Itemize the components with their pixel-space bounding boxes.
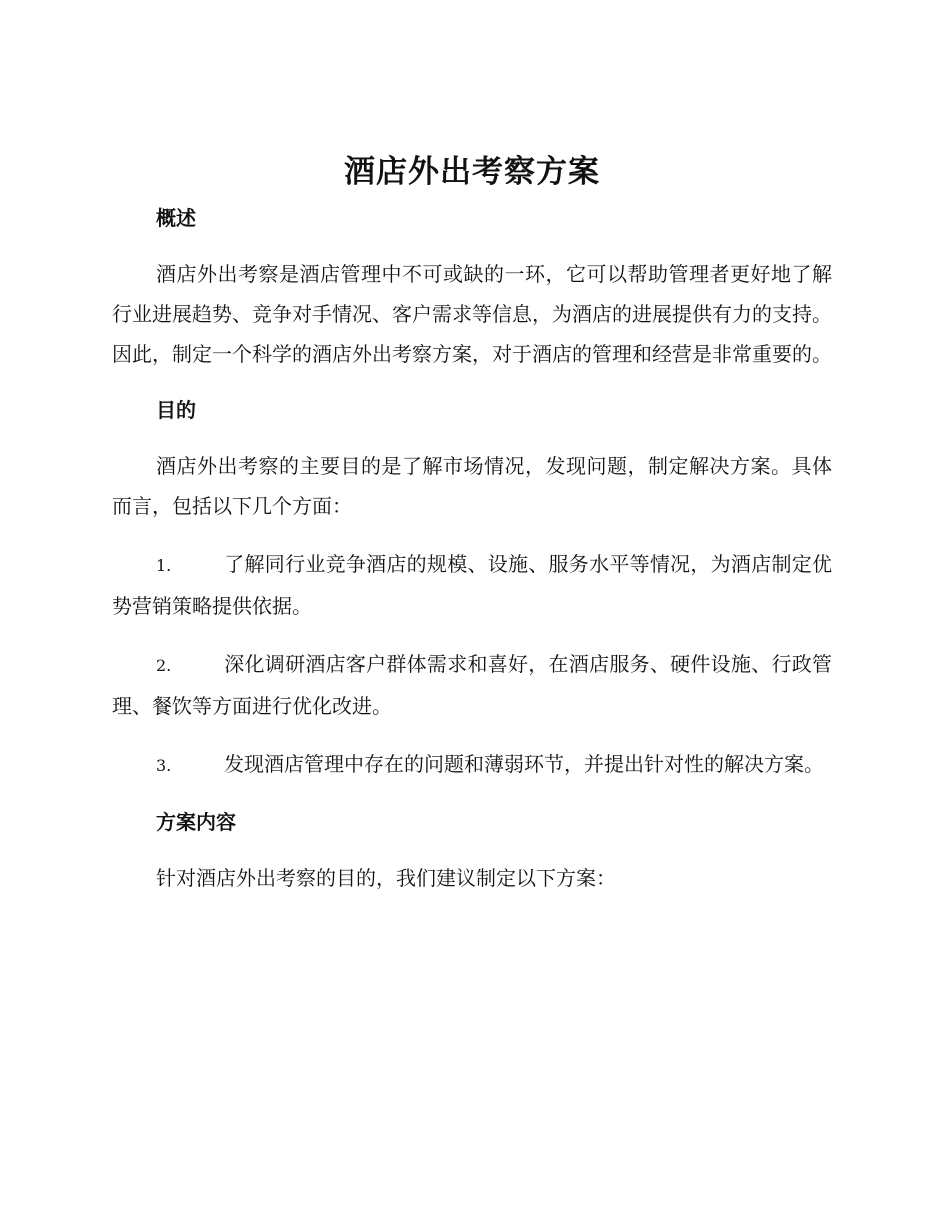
paragraph: 针对酒店外出考察的目的，我们建议制定以下方案： xyxy=(156,866,616,890)
list-number: 1. xyxy=(156,556,172,575)
section-overview xyxy=(112,204,832,374)
list-item-text: 发现酒店管理中存在的问题和薄弱环节，并提出针对性的解决方案。 xyxy=(224,752,824,776)
list-item xyxy=(112,644,832,726)
list-item xyxy=(112,744,832,786)
section-plan-content xyxy=(112,808,832,898)
list-number: 3. xyxy=(156,756,172,775)
paragraph: 酒店外出考察的主要目的是了解市场情况，发现问题，制定解决方案。具体而言，包括以下几个方面： xyxy=(112,454,832,518)
section-heading: 概述 xyxy=(156,206,196,230)
section-purpose xyxy=(112,396,832,786)
list-number: 2. xyxy=(156,656,172,675)
list-item-text: 了解同行业竞争酒店的规模、设施、服务水平等情况，为酒店制定优势营销策略提供依据。 xyxy=(112,552,832,618)
document-title: 酒店外出考察方案 xyxy=(344,154,600,190)
paragraph: 酒店外出考察是酒店管理中不可或缺的一环，它可以帮助管理者更好地了解行业进展趋势、竞争对手情况、客户需求等信息，为酒店的进展提供有力的支持。因此，制定一个科学的酒店外出考察方案，对于酒店的管理和经营是非常重要的。 xyxy=(112,262,832,366)
list-item xyxy=(112,544,832,626)
section-heading: 方案内容 xyxy=(156,810,236,834)
document-page xyxy=(112,150,832,898)
purpose-list xyxy=(112,544,832,786)
section-heading: 目的 xyxy=(156,398,196,422)
list-item-text: 深化调研酒店客户群体需求和喜好，在酒店服务、硬件设施、行政管理、餐饮等方面进行优化改进。 xyxy=(112,652,832,718)
